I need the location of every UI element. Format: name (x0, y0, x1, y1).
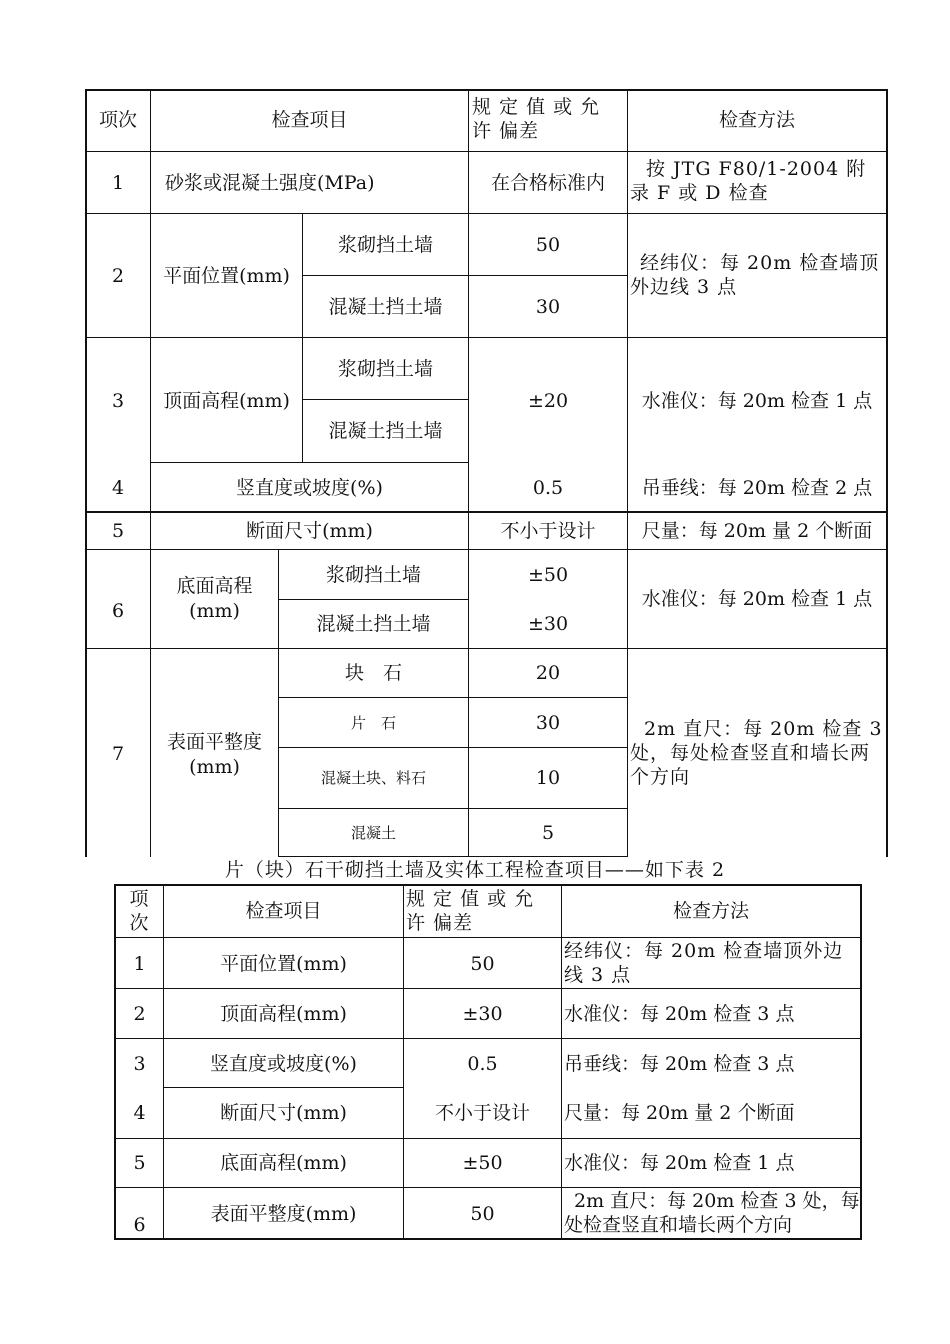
t1-r2-item: 平面位置(mm) (163, 265, 290, 287)
t2-r6-method: 2m 直尺：每 20m 检查 3 处，每处检查竖直和墙长两个方向 (564, 1190, 860, 1236)
t1-r6-method: 水准仪：每 20m 检查 1 点 (641, 588, 873, 610)
t2-r4-method: 尺量：每 20m 量 2 个断面 (564, 1102, 795, 1124)
t1-r5-method: 尺量：每 20m 量 2 个断面 (641, 520, 873, 542)
t1-r7-sub1: 块 石 (344, 662, 402, 684)
t1-r6-no: 6 (111, 600, 125, 622)
t1-r5-item: 断面尺寸(mm) (246, 520, 373, 542)
t2-header-item: 检查项目 (245, 900, 322, 922)
t1-r6-item: 底面高程 (176, 575, 253, 597)
t2-r2-method: 水准仪：每 20m 检查 3 点 (564, 1003, 795, 1025)
t2-r6-no: 6 (133, 1214, 146, 1236)
t2-header-value: 规 定 值 或 允 许 偏差 (406, 888, 535, 934)
t1-header-method: 检查方法 (718, 109, 795, 131)
t2-header-method: 检查方法 (672, 900, 749, 922)
t1-r7-unit: (mm) (189, 756, 240, 778)
t1-r1-item: 砂浆或混凝土强度(MPa) (165, 172, 375, 194)
t1-r7-val3: 10 (535, 767, 561, 789)
t2-r1-item: 平面位置(mm) (220, 953, 347, 975)
t2-r2-value: ±30 (462, 1003, 503, 1025)
t1-r3-value: ±20 (527, 390, 569, 412)
t2-r6-item: 表面平整度(mm) (210, 1203, 357, 1225)
t1-r4-value: 0.5 (532, 477, 564, 499)
t2-r6-value: 50 (470, 1203, 495, 1225)
t1-r2-sub1: 浆砌挡土墙 (337, 234, 433, 256)
t2-header-no: 项 次 (129, 888, 149, 934)
t2-r5-value: ±50 (462, 1152, 503, 1174)
t1-r3-sub2: 混凝土挡土墙 (328, 420, 443, 442)
t2-r4-item: 断面尺寸(mm) (220, 1102, 347, 1124)
t2-r3-value: 0.5 (467, 1053, 498, 1075)
t2-r2-item: 顶面高程(mm) (220, 1003, 347, 1025)
t2-r5-item: 底面高程(mm) (220, 1152, 347, 1174)
t1-r2-no: 2 (111, 265, 125, 287)
t1-r2-val1: 50 (535, 234, 561, 256)
t1-r5-value: 不小于设计 (500, 520, 596, 542)
t1-r7-val4: 5 (541, 822, 555, 844)
t1-r6-unit: (mm) (189, 600, 240, 622)
t1-r3-item: 顶面高程(mm) (163, 390, 290, 412)
t1-r7-sub3: 混凝土块、料石 (320, 769, 426, 787)
t2-r3-item: 竖直度或坡度(%) (210, 1053, 357, 1075)
t1-r6-sub2: 混凝土挡土墙 (316, 613, 431, 635)
t1-r7-sub4: 混凝土 (350, 824, 396, 842)
t1-r7-val2: 30 (535, 712, 561, 734)
t1-r4-item: 竖直度或坡度(%) (236, 477, 383, 499)
t2-r3-no: 3 (133, 1053, 146, 1075)
t2-r1-value: 50 (470, 953, 495, 975)
t1-r4-method: 吊垂线：每 20m 检查 2 点 (641, 477, 873, 499)
t1-r7-item: 表面平整度 (166, 731, 262, 753)
t2-r2-no: 2 (133, 1003, 146, 1025)
t1-r7-no: 7 (111, 743, 125, 765)
t1-r3-no: 3 (111, 390, 125, 412)
t1-r7-method: 2m 直尺：每 20m 检查 3 处，每处检查竖直和墙长两个方向 (630, 718, 883, 788)
t1-r6-val2: ±30 (527, 613, 569, 635)
t1-r4-no: 4 (111, 477, 125, 499)
t1-r2-sub2: 混凝土挡土墙 (328, 296, 443, 318)
t1-header-item: 检查项目 (271, 109, 348, 131)
t2-r4-value: 不小于设计 (434, 1102, 530, 1124)
t2-r1-no: 1 (133, 953, 146, 975)
table-2-caption: 片（块）石干砌挡土墙及实体工程检查项目——如下表 2 (224, 859, 726, 881)
t1-r7-val1: 20 (535, 662, 561, 684)
t1-r1-no: 1 (111, 172, 125, 194)
t2-r5-no: 5 (133, 1152, 146, 1174)
t1-r2-method: 经纬仪：每 20m 检查墙顶外边线 3 点 (630, 252, 880, 298)
t1-header-no: 项次 (98, 109, 137, 131)
t1-r3-sub1: 浆砌挡土墙 (337, 358, 433, 380)
t2-r3-method: 吊垂线：每 20m 检查 3 点 (564, 1053, 795, 1075)
t2-r5-method: 水准仪：每 20m 检查 1 点 (564, 1152, 795, 1174)
t1-header-value: 规 定 值 或 允 许 偏差 (472, 96, 601, 142)
t1-r2-val2: 30 (535, 296, 561, 318)
t1-r6-sub1: 浆砌挡土墙 (325, 564, 421, 586)
t1-r1-method: 按 JTG F80/1-2004 附录 F 或 D 检查 (630, 158, 867, 204)
t1-r7-sub2: 片 石 (350, 714, 396, 732)
t1-r5-no: 5 (111, 520, 125, 542)
t2-r4-no: 4 (133, 1102, 146, 1124)
t1-r1-value: 在合格标准内 (490, 172, 605, 194)
t1-r6-val1: ±50 (527, 564, 569, 586)
t1-r3-method: 水准仪：每 20m 检查 1 点 (641, 390, 873, 412)
t2-r1-method: 经纬仪：每 20m 检查墙顶外边线 3 点 (564, 940, 844, 986)
